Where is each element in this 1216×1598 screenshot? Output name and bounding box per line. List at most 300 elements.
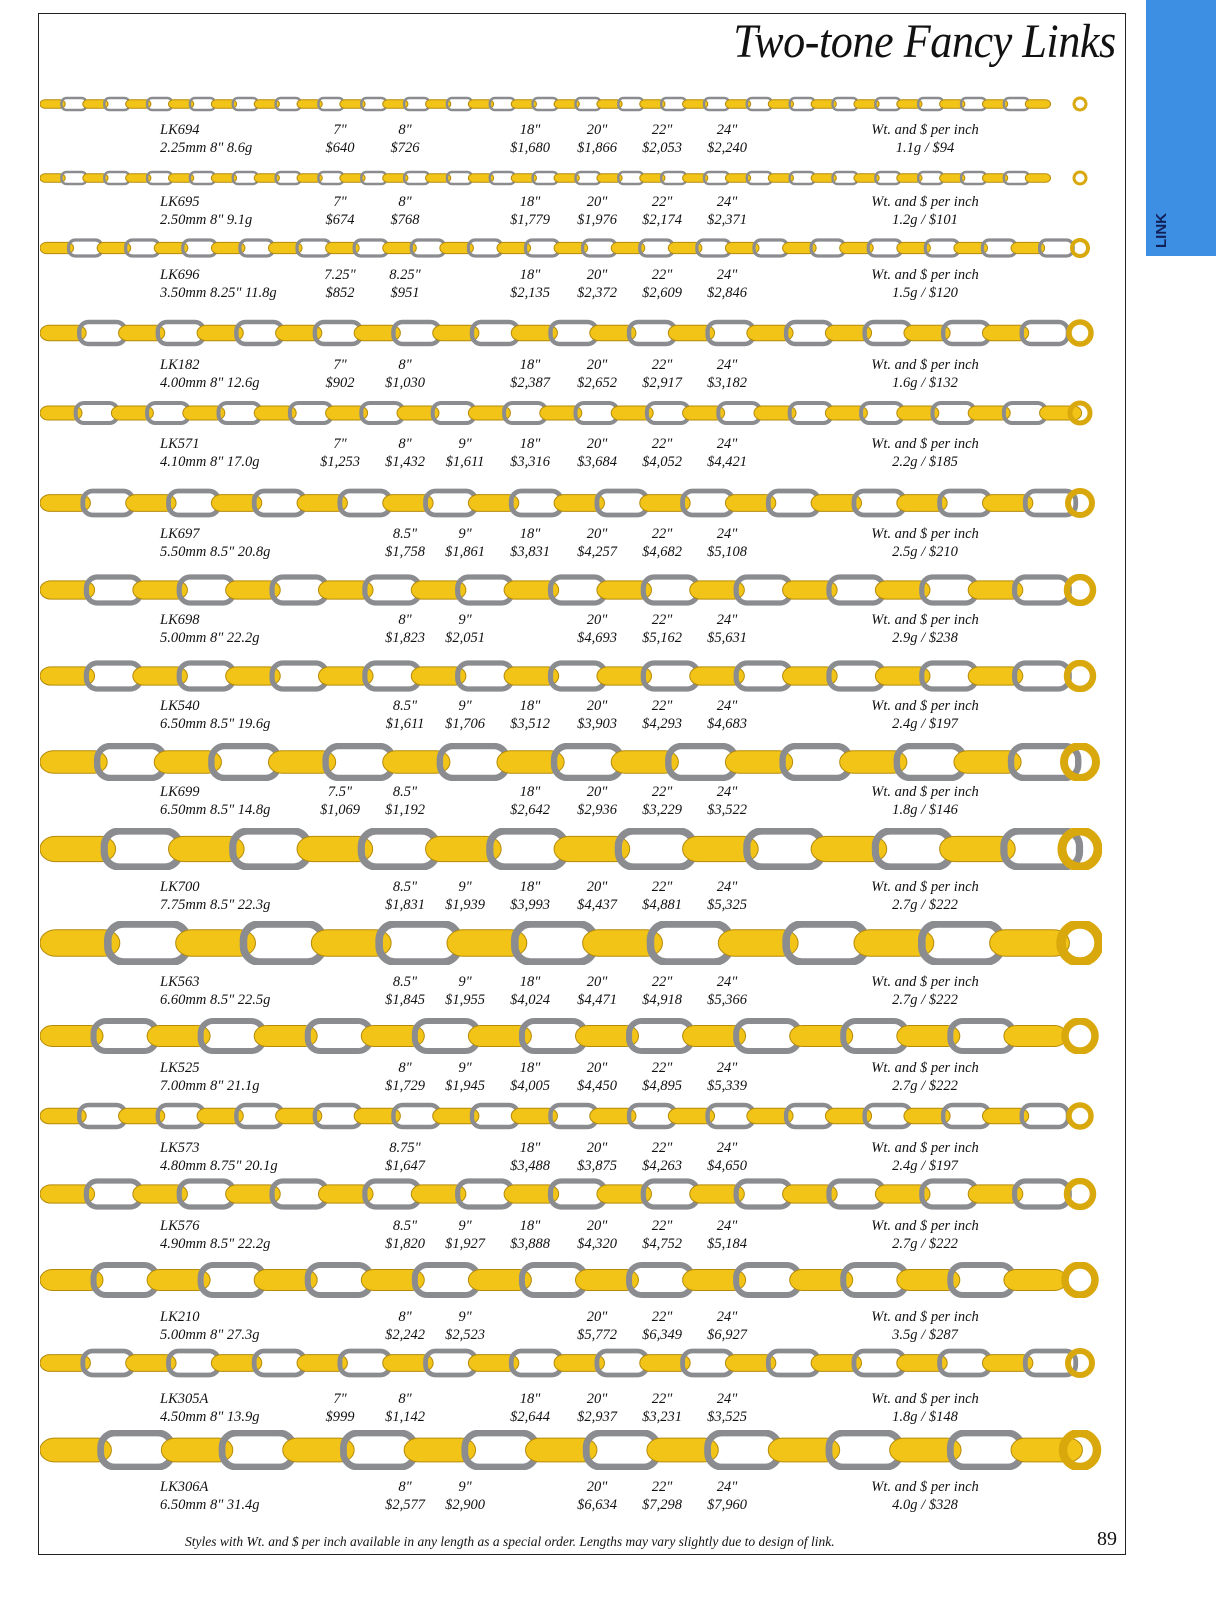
length-label: 7.25": [324, 267, 356, 283]
length-label: 20": [586, 436, 608, 452]
per-inch-label: Wt. and $ per inch: [871, 1309, 979, 1325]
chain-image: [40, 488, 1102, 518]
length-label: 9": [458, 436, 472, 452]
clasp-icon: [1068, 491, 1092, 515]
length-label: 24": [716, 612, 738, 628]
length-label: 9": [458, 974, 472, 990]
price: $1,976: [577, 212, 617, 228]
product-spec: 5.50mm 8.5" 20.8g: [160, 544, 271, 560]
product-sku: LK540: [160, 698, 200, 714]
per-inch-label: Wt. and $ per inch: [871, 1140, 979, 1156]
length-label: 7": [333, 194, 347, 210]
price: $1,142: [385, 1409, 425, 1425]
section-tab-label: LINK: [1153, 213, 1170, 248]
price: $2,387: [510, 375, 550, 391]
length-label: 22": [651, 879, 673, 895]
length-label: 18": [519, 698, 541, 714]
chain-image: [40, 1430, 1102, 1470]
price: $902: [325, 375, 355, 391]
length-label: 24": [716, 122, 738, 138]
price: $1,823: [385, 630, 425, 646]
length-label: 9": [458, 1060, 472, 1076]
length-label: 7": [333, 122, 347, 138]
product-sku: LK699: [160, 784, 200, 800]
length-label: 22": [651, 784, 673, 800]
chain-image: [40, 660, 1102, 692]
length-label: 18": [519, 1140, 541, 1156]
length-label: 22": [651, 1140, 673, 1156]
chain-image: [40, 1262, 1102, 1298]
length-label: 24": [716, 784, 738, 800]
per-inch-value: 2.7g / $222: [892, 1078, 958, 1094]
price: $1,647: [385, 1158, 425, 1174]
length-label: 20": [586, 974, 608, 990]
product-sku: LK571: [160, 436, 200, 452]
length-label: 8": [398, 1391, 412, 1407]
per-inch-value: 1.1g / $94: [895, 140, 955, 156]
price: $2,936: [577, 802, 617, 818]
length-label: 20": [586, 357, 608, 373]
per-inch-label: Wt. and $ per inch: [871, 1479, 979, 1495]
length-label: 8.5": [392, 784, 418, 800]
price: $2,240: [707, 140, 747, 156]
length-label: 24": [716, 1479, 738, 1495]
length-label: 20": [586, 1218, 608, 1234]
product-spec: 4.90mm 8.5" 22.2g: [160, 1236, 271, 1252]
per-inch-value: 2.2g / $185: [892, 454, 958, 470]
length-label: 22": [651, 122, 673, 138]
gold-link: [1011, 1438, 1082, 1462]
per-inch-value: 3.5g / $287: [892, 1327, 958, 1343]
page-number: 89: [1097, 1528, 1117, 1550]
price: $2,577: [385, 1497, 425, 1513]
per-inch-value: 2.4g / $197: [892, 716, 958, 732]
price: $852: [325, 285, 355, 301]
price: $4,024: [510, 992, 550, 1008]
price: $4,293: [642, 716, 682, 732]
length-label: 22": [651, 1391, 673, 1407]
per-inch-label: Wt. and $ per inch: [871, 357, 979, 373]
length-label: 18": [519, 1391, 541, 1407]
length-label: 18": [519, 194, 541, 210]
price: $3,903: [577, 716, 617, 732]
per-inch-value: 1.8g / $146: [892, 802, 958, 818]
length-label: 22": [651, 1479, 673, 1495]
price: $1,680: [510, 140, 550, 156]
price: $5,772: [577, 1327, 617, 1343]
price: $768: [390, 212, 420, 228]
price: $6,634: [577, 1497, 617, 1513]
price: $5,184: [707, 1236, 747, 1252]
length-label: 8.25": [389, 267, 421, 283]
price: $1,955: [445, 992, 485, 1008]
gold-link: [1004, 1270, 1067, 1291]
per-inch-value: 1.5g / $120: [892, 285, 958, 301]
chain-image: [40, 169, 1102, 187]
length-label: 20": [586, 1140, 608, 1156]
length-label: 24": [716, 1218, 738, 1234]
price: $1,758: [385, 544, 425, 560]
length-label: 22": [651, 357, 673, 373]
clasp-icon: [1065, 1021, 1095, 1051]
length-label: 20": [586, 879, 608, 895]
product-spec: 6.50mm 8" 31.4g: [160, 1497, 260, 1513]
price: $5,366: [707, 992, 747, 1008]
price: $4,683: [707, 716, 747, 732]
price: $5,631: [707, 630, 747, 646]
price: $2,846: [707, 285, 747, 301]
gold-link: [1025, 100, 1050, 108]
length-label: 20": [586, 1391, 608, 1407]
price: $1,927: [445, 1236, 485, 1252]
product-spec: 4.10mm 8" 17.0g: [160, 454, 260, 470]
price: $1,861: [445, 544, 485, 560]
product-sku: LK696: [160, 267, 200, 283]
chain-image: [40, 574, 1102, 606]
length-label: 8": [398, 1060, 412, 1076]
price: $5,339: [707, 1078, 747, 1094]
price: $2,642: [510, 802, 550, 818]
length-label: 18": [519, 1218, 541, 1234]
price: $1,945: [445, 1078, 485, 1094]
price: $2,372: [577, 285, 617, 301]
length-label: 9": [458, 1479, 472, 1495]
length-label: 18": [519, 879, 541, 895]
product-spec: 4.50mm 8" 13.9g: [160, 1409, 260, 1425]
price: $3,684: [577, 454, 617, 470]
length-label: 9": [458, 698, 472, 714]
length-label: 9": [458, 879, 472, 895]
price: $4,881: [642, 897, 682, 913]
length-label: 22": [651, 612, 673, 628]
price: $4,263: [642, 1158, 682, 1174]
price: $4,471: [577, 992, 617, 1008]
length-label: 24": [716, 194, 738, 210]
per-inch-label: Wt. and $ per inch: [871, 194, 979, 210]
length-label: 9": [458, 1218, 472, 1234]
length-label: 24": [716, 1140, 738, 1156]
length-label: 22": [651, 1060, 673, 1076]
product-sku: LK700: [160, 879, 200, 895]
price: $3,831: [510, 544, 550, 560]
price: $5,162: [642, 630, 682, 646]
product-sku: LK306A: [160, 1479, 209, 1495]
price: $1,866: [577, 140, 617, 156]
length-label: 24": [716, 1060, 738, 1076]
chain-image: [40, 743, 1102, 781]
length-label: 8": [398, 194, 412, 210]
product-spec: 2.25mm 8" 8.6g: [160, 140, 253, 156]
product-spec: 3.50mm 8.25" 11.8g: [160, 285, 277, 301]
product-spec: 4.80mm 8.75" 20.1g: [160, 1158, 278, 1174]
price: $1,192: [385, 802, 425, 818]
length-label: 20": [586, 526, 608, 542]
clasp-icon: [1069, 322, 1091, 344]
chain-image: [40, 237, 1102, 259]
length-label: 8.75": [389, 1140, 421, 1156]
length-label: 20": [586, 784, 608, 800]
price: $2,135: [510, 285, 550, 301]
length-label: 22": [651, 1218, 673, 1234]
per-inch-value: 2.4g / $197: [892, 1158, 958, 1174]
length-label: 8": [398, 1479, 412, 1495]
chain-image: [40, 400, 1102, 426]
length-label: 22": [651, 436, 673, 452]
length-label: 24": [716, 879, 738, 895]
price: $1,253: [320, 454, 360, 470]
length-label: 18": [519, 1060, 541, 1076]
length-label: 18": [519, 267, 541, 283]
chain-image: [40, 1178, 1102, 1210]
per-inch-value: 1.6g / $132: [892, 375, 958, 391]
price: $2,174: [642, 212, 682, 228]
price: $1,845: [385, 992, 425, 1008]
length-label: 18": [519, 784, 541, 800]
length-label: 24": [716, 974, 738, 990]
price: $4,693: [577, 630, 617, 646]
price: $999: [325, 1409, 355, 1425]
section-tab[interactable]: [1146, 0, 1216, 256]
length-label: 20": [586, 267, 608, 283]
per-inch-label: Wt. and $ per inch: [871, 436, 979, 452]
price: $2,917: [642, 375, 682, 391]
price: $3,522: [707, 802, 747, 818]
clasp-icon: [1068, 1351, 1092, 1375]
length-label: 24": [716, 1309, 738, 1325]
price: $3,888: [510, 1236, 550, 1252]
chain-image: [40, 921, 1102, 965]
length-label: 7": [333, 1391, 347, 1407]
price: $3,993: [510, 897, 550, 913]
length-label: 8.5": [392, 974, 418, 990]
length-label: 20": [586, 1479, 608, 1495]
price: $3,229: [642, 802, 682, 818]
per-inch-label: Wt. and $ per inch: [871, 1060, 979, 1076]
clasp-icon: [1074, 98, 1086, 110]
product-sku: LK698: [160, 612, 200, 628]
price: $1,729: [385, 1078, 425, 1094]
price: $3,231: [642, 1409, 682, 1425]
price: $4,257: [577, 544, 617, 560]
product-spec: 6.50mm 8.5" 14.8g: [160, 802, 271, 818]
product-sku: LK694: [160, 122, 200, 138]
product-spec: 5.00mm 8" 27.3g: [160, 1327, 260, 1343]
chain-image: [40, 95, 1102, 113]
price: $4,421: [707, 454, 747, 470]
page-title: Two-tone Fancy Links: [733, 15, 1116, 68]
product-spec: 6.50mm 8.5" 19.6g: [160, 716, 271, 732]
price: $1,706: [445, 716, 485, 732]
price: $3,488: [510, 1158, 550, 1174]
length-label: 9": [458, 1309, 472, 1325]
length-label: 8.5": [392, 879, 418, 895]
price: $951: [390, 285, 420, 301]
chain-image: [40, 1348, 1102, 1378]
per-inch-label: Wt. and $ per inch: [871, 784, 979, 800]
length-label: 9": [458, 612, 472, 628]
length-label: 18": [519, 974, 541, 990]
price: $2,053: [642, 140, 682, 156]
product-sku: LK210: [160, 1309, 200, 1325]
length-label: 18": [519, 436, 541, 452]
per-inch-value: 2.5g / $210: [892, 544, 958, 560]
per-inch-value: 4.0g / $328: [892, 1497, 958, 1513]
product-sku: LK695: [160, 194, 200, 210]
price: $2,652: [577, 375, 617, 391]
per-inch-label: Wt. and $ per inch: [871, 974, 979, 990]
length-label: 18": [519, 122, 541, 138]
length-label: 7.5": [327, 784, 353, 800]
price: $1,611: [445, 454, 485, 470]
price: $4,320: [577, 1236, 617, 1252]
price: $4,682: [642, 544, 682, 560]
price: $2,242: [385, 1327, 425, 1343]
gold-link: [1004, 1026, 1067, 1047]
product-spec: 7.00mm 8" 21.1g: [160, 1078, 260, 1094]
per-inch-label: Wt. and $ per inch: [871, 1391, 979, 1407]
price: $6,349: [642, 1327, 682, 1343]
per-inch-label: Wt. and $ per inch: [871, 526, 979, 542]
length-label: 8": [398, 436, 412, 452]
per-inch-label: Wt. and $ per inch: [871, 267, 979, 283]
length-label: 20": [586, 122, 608, 138]
price: $2,051: [445, 630, 485, 646]
length-label: 22": [651, 698, 673, 714]
price: $1,820: [385, 1236, 425, 1252]
length-label: 8": [398, 1309, 412, 1325]
price: $7,960: [707, 1497, 747, 1513]
per-inch-label: Wt. and $ per inch: [871, 698, 979, 714]
price: $674: [325, 212, 355, 228]
length-label: 8.5": [392, 698, 418, 714]
length-label: 20": [586, 1060, 608, 1076]
per-inch-value: 2.7g / $222: [892, 1236, 958, 1252]
chain-image: [40, 828, 1102, 870]
length-label: 18": [519, 526, 541, 542]
price: $3,875: [577, 1158, 617, 1174]
price: $1,030: [385, 375, 425, 391]
product-sku: LK697: [160, 526, 200, 542]
price: $1,432: [385, 454, 425, 470]
price: $2,900: [445, 1497, 485, 1513]
price: $5,325: [707, 897, 747, 913]
clasp-icon: [1069, 1105, 1091, 1127]
price: $4,450: [577, 1078, 617, 1094]
price: $4,005: [510, 1078, 550, 1094]
length-label: 22": [651, 1309, 673, 1325]
product-sku: LK525: [160, 1060, 200, 1076]
price: $2,937: [577, 1409, 617, 1425]
price: $1,069: [320, 802, 360, 818]
length-label: 8.5": [392, 526, 418, 542]
price: $1,939: [445, 897, 485, 913]
price: $1,611: [385, 716, 425, 732]
price: $7,298: [642, 1497, 682, 1513]
per-inch-value: 1.2g / $101: [892, 212, 958, 228]
price: $6,927: [707, 1327, 747, 1343]
length-label: 20": [586, 1309, 608, 1325]
length-label: 22": [651, 526, 673, 542]
product-spec: 2.50mm 8" 9.1g: [160, 212, 253, 228]
length-label: 18": [519, 357, 541, 373]
price: $4,752: [642, 1236, 682, 1252]
chain-image: [40, 1102, 1102, 1130]
price: $5,108: [707, 544, 747, 560]
gold-link: [1025, 174, 1050, 182]
length-label: 8.5": [392, 1218, 418, 1234]
length-label: 20": [586, 698, 608, 714]
gold-link: [1040, 406, 1082, 420]
length-label: 24": [716, 698, 738, 714]
price: $4,437: [577, 897, 617, 913]
price: $1,831: [385, 897, 425, 913]
price: $4,918: [642, 992, 682, 1008]
length-label: 22": [651, 194, 673, 210]
per-inch-value: 2.7g / $222: [892, 897, 958, 913]
length-label: 7": [333, 357, 347, 373]
per-inch-value: 2.9g / $238: [892, 630, 958, 646]
per-inch-label: Wt. and $ per inch: [871, 612, 979, 628]
per-inch-label: Wt. and $ per inch: [871, 879, 979, 895]
length-label: 24": [716, 436, 738, 452]
price: $2,371: [707, 212, 747, 228]
product-sku: LK563: [160, 974, 200, 990]
price: $3,182: [707, 375, 747, 391]
product-sku: LK576: [160, 1218, 200, 1234]
chain-image: [40, 1018, 1102, 1054]
length-label: 24": [716, 267, 738, 283]
price: $3,525: [707, 1409, 747, 1425]
length-label: 24": [716, 1391, 738, 1407]
price: $640: [325, 140, 355, 156]
price: $4,895: [642, 1078, 682, 1094]
length-label: 24": [716, 357, 738, 373]
per-inch-label: Wt. and $ per inch: [871, 1218, 979, 1234]
price: $2,609: [642, 285, 682, 301]
length-label: 8": [398, 357, 412, 373]
clasp-icon: [1074, 172, 1086, 184]
product-spec: 5.00mm 8" 22.2g: [160, 630, 260, 646]
length-label: 22": [651, 267, 673, 283]
price: $4,052: [642, 454, 682, 470]
product-spec: 4.00mm 8" 12.6g: [160, 375, 260, 391]
per-inch-label: Wt. and $ per inch: [871, 122, 979, 138]
product-spec: 6.60mm 8.5" 22.5g: [160, 992, 271, 1008]
price: $3,512: [510, 716, 550, 732]
product-sku: LK182: [160, 357, 200, 373]
length-label: 20": [586, 194, 608, 210]
price: $2,644: [510, 1409, 550, 1425]
product-spec: 7.75mm 8.5" 22.3g: [160, 897, 271, 913]
price: $726: [390, 140, 420, 156]
price: $1,779: [510, 212, 550, 228]
per-inch-value: 1.8g / $148: [892, 1409, 958, 1425]
length-label: 9": [458, 526, 472, 542]
chain-image: [40, 319, 1102, 347]
length-label: 8": [398, 612, 412, 628]
length-label: 22": [651, 974, 673, 990]
per-inch-value: 2.7g / $222: [892, 992, 958, 1008]
product-sku: LK573: [160, 1140, 200, 1156]
length-label: 20": [586, 612, 608, 628]
price: $2,523: [445, 1327, 485, 1343]
clasp-icon: [1065, 1265, 1095, 1295]
length-label: 8": [398, 122, 412, 138]
footer-note: Styles with Wt. and $ per inch available in any length as a special order. Lengths may vary slightly due to design of link.: [185, 1534, 835, 1549]
length-label: 7": [333, 436, 347, 452]
price: $4,650: [707, 1158, 747, 1174]
price: $3,316: [510, 454, 550, 470]
